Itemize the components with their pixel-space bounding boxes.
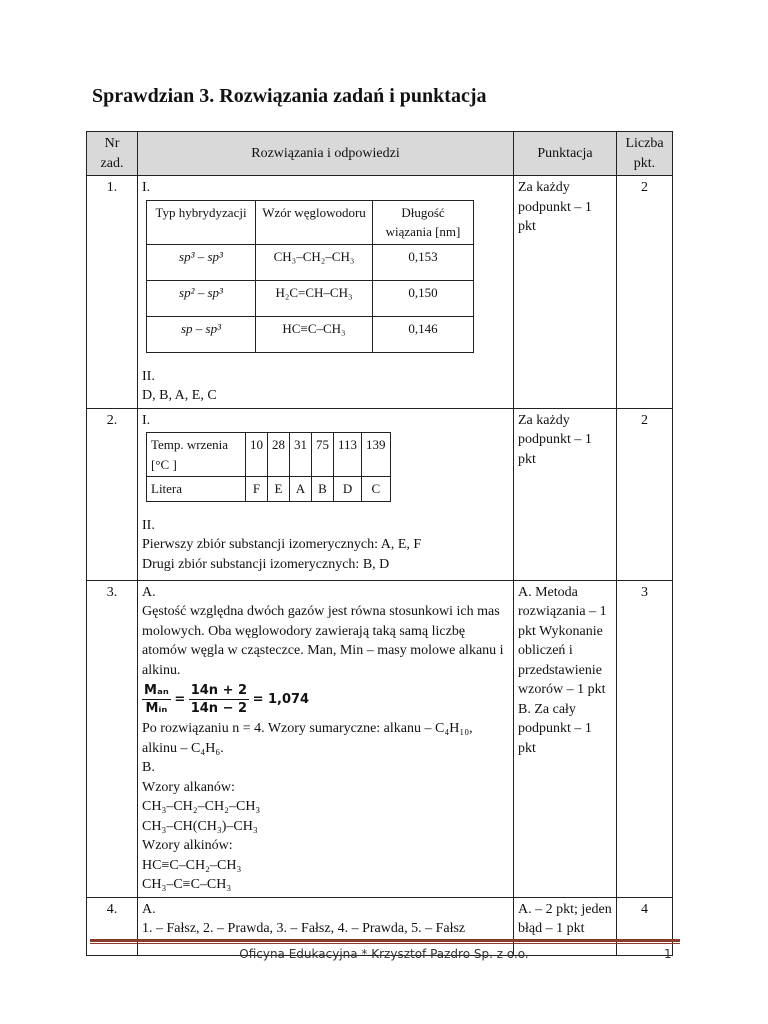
page-title: Sprawdzian 3. Rozwiązania zadań i punktacja (92, 85, 487, 107)
letter-row (147, 477, 391, 502)
header-scoring: Punktacja (514, 132, 617, 176)
task-number: 3. (87, 580, 138, 897)
section-label: Wzory alkanów: (142, 779, 235, 795)
length-cell: 0,146 (373, 316, 474, 352)
header-points: Liczba pkt. (617, 132, 673, 176)
formula-cell: H₂C=CH–CH₃ (256, 280, 373, 316)
task-row-2 (87, 408, 673, 580)
scoring-cell: A. – 2 pkt; jeden błąd – 1 pkt (514, 897, 617, 955)
temp-row (147, 433, 391, 477)
points-cell: 2 (617, 176, 673, 409)
answer-text: Pierwszy zbiór substancji izomerycznych: A, E, F (142, 537, 422, 552)
solutions-table (86, 131, 673, 956)
header-solutions: Rozwiązania i odpowiedzi (138, 132, 514, 176)
molar-mass-fraction: $\frac{\text{Mₐₙ}}{\text{Mᵢₙ}}$ (144, 683, 169, 716)
letter-label: Litera (147, 477, 246, 502)
result: = 1,074 (252, 691, 310, 707)
part-label: I. (142, 412, 151, 428)
explanation-text: Po rozwiązaniu n = 4. Wzory sumaryczne: alkanu – C₄H₁₀, alkinu – C₄H₆. (142, 721, 473, 756)
explanation-text: Gęstość względna dwóch gazów jest równa stosunkowi ich mas molowych. Oba węglowodory zawierają taką samą liczbę atomów węgla w cząsteczce. Man, Min – masy molowe alkanu i alkinu. (142, 604, 504, 678)
formula-fraction: $\frac{14n + 2}{14n - 2}$ (190, 683, 248, 716)
task-number: 1. (87, 176, 138, 409)
letter-cell: B (312, 477, 334, 502)
letter-cell: A (290, 477, 312, 502)
task-row-3 (87, 580, 673, 897)
letter-cell: F (246, 477, 268, 502)
section-label: Wzory alkinów: (142, 838, 233, 853)
part-label: A. (142, 901, 156, 917)
inner-header-row (147, 200, 474, 244)
hybridization-cell: sp – sp³ (147, 316, 256, 352)
temp-cell: 28 (268, 433, 290, 477)
header-row (87, 132, 673, 176)
formula-line: CH₃–CH₂–CH₂–CH₃ (142, 799, 261, 814)
length-cell: 0,150 (373, 280, 474, 316)
points-cell: 3 (617, 580, 673, 897)
answer-text: D, B, A, E, C (142, 388, 217, 403)
inner-row (147, 280, 474, 316)
task-row-1 (87, 176, 673, 409)
footer-rule (90, 939, 680, 942)
inner-header-cell: Wzór węglowodoru (256, 200, 373, 244)
formula-cell: HC≡C–CH₃ (256, 316, 373, 352)
inner-header-cell: Długość wiązania [nm] (373, 200, 474, 244)
page-number: 1 (664, 947, 672, 961)
hybridization-cell: sp³ – sp³ (147, 244, 256, 280)
boiling-point-table (146, 432, 391, 502)
formula-line: HC≡C–CH₂–CH₃ (142, 857, 242, 873)
part-label: II. (142, 368, 155, 384)
footer-rule-thin (90, 943, 680, 944)
hybridization-table (146, 200, 474, 353)
task-number: 4. (87, 897, 138, 955)
temp-cell: 31 (290, 433, 312, 477)
part-label: I. (142, 180, 151, 195)
answer-text: 1. – Fałsz, 2. – Prawda, 3. – Fałsz, 4. – Prawda, 5. – Fałsz (142, 921, 466, 936)
part-label: II. (142, 517, 155, 533)
part-label: B. (142, 760, 155, 775)
formula-line: CH₃–C≡C–CH₃ (142, 877, 232, 892)
scoring-cell: A. Metoda rozwiązania – 1 pkt Wykonanie obliczeń i przedstawienie wzorów – 1 pkt B. Za cały podpunkt – 1 pkt (514, 580, 617, 897)
task-number: 2. (87, 408, 138, 580)
task-solution (138, 580, 514, 897)
inner-header-cell: Typ hybrydyzacji (147, 200, 256, 244)
task-solution (138, 408, 514, 580)
temp-cell: 10 (246, 433, 268, 477)
formula-line: CH₃–CH(CH₃)–CH₃ (142, 818, 258, 834)
temp-cell: 139 (362, 433, 391, 477)
temp-label: Temp. wrzenia [°C ] (147, 433, 246, 477)
task-solution (138, 176, 514, 409)
points-cell: 2 (617, 408, 673, 580)
inner-row (147, 244, 474, 280)
inner-row (147, 316, 474, 352)
equation: $\frac{\text{Mₐₙ}}{\text{Mᵢₙ}}$ = $\frac{14n + 2}{14n - 2}$ = 1,074 (144, 683, 310, 716)
length-cell: 0,153 (373, 244, 474, 280)
header-nr: Nr zad. (87, 132, 138, 176)
scoring-cell: Za każdy podpunkt – 1 pkt (514, 176, 617, 409)
formula-cell: CH₃–CH₂–CH₃ (256, 244, 373, 280)
temp-cell: 75 (312, 433, 334, 477)
letter-cell: D (334, 477, 362, 502)
part-label: A. (142, 584, 156, 600)
hybridization-cell: sp² – sp³ (147, 280, 256, 316)
letter-cell: E (268, 477, 290, 502)
letter-cell: C (362, 477, 391, 502)
points-cell: 4 (617, 897, 673, 955)
temp-cell: 113 (334, 433, 362, 477)
footer-publisher: Oficyna Edukacyjna * Krzysztof Pazdro Sp. z o.o. (239, 947, 529, 961)
answer-text: Drugi zbiór substancji izomerycznych: B, D (142, 556, 390, 572)
scoring-cell: Za każdy podpunkt – 1 pkt (514, 408, 617, 580)
